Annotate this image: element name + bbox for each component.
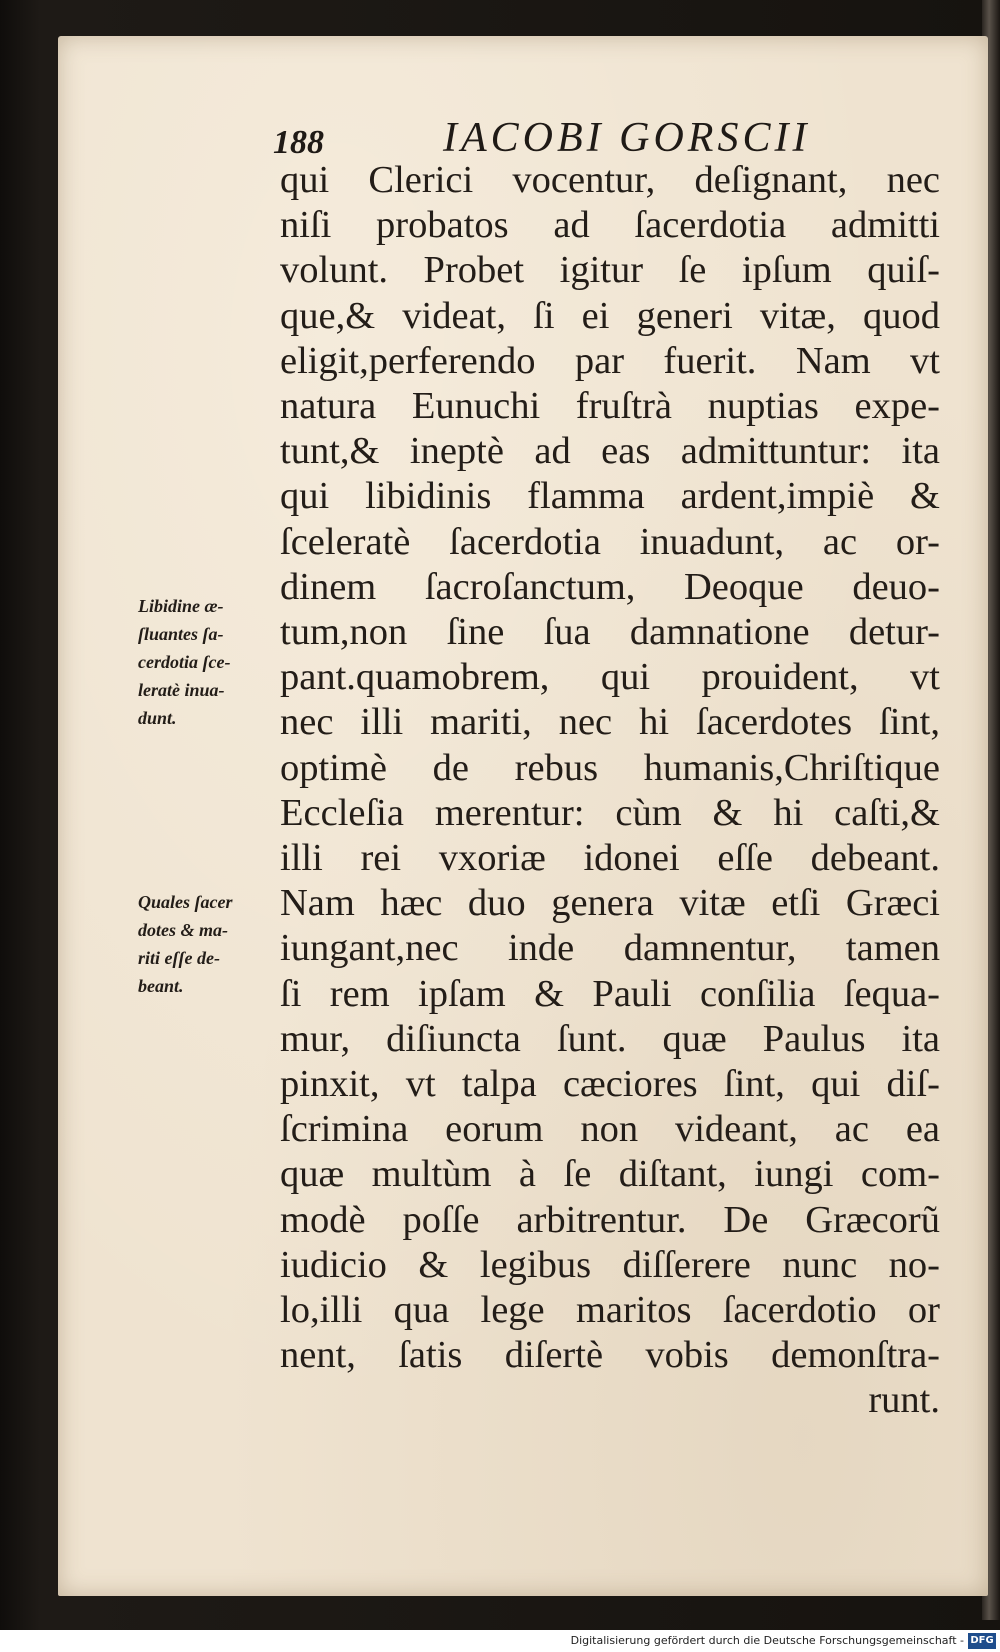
text-line: runt.: [868, 1379, 940, 1422]
text-line: nent, ſatis diſertè vobis demonſtra-: [280, 1334, 940, 1377]
text-line: quæ multùm à ſe diſtant, iungi com-: [280, 1153, 940, 1196]
marginal-note-line: dunt.: [138, 708, 177, 728]
text-line: qui Clerici vocentur, deſignant, nec: [280, 159, 940, 201]
text-line: Eccleſia merentur: cùm & hi caſti,&: [280, 791, 940, 834]
text-line: modè poſſe arbitrentur. De Græcorũ: [280, 1198, 940, 1241]
text-line: ſceleratè ſacerdotia inuadunt, ac or-: [280, 520, 940, 563]
text-line: lo,illi qua lege maritos ſacerdotio or: [280, 1289, 940, 1332]
text-line: que,& videat, ſi ei generi vitæ, quod: [280, 294, 940, 337]
text-line: eligit,perferendo par fuerit. Nam vt: [280, 339, 940, 382]
text-line: niſi probatos ad ſacerdotia admitti: [280, 204, 940, 247]
text-line: tum,non ſine ſua damnatione detur-: [280, 611, 940, 654]
text-line: volunt. Probet igitur ſe ipſum quiſ-: [280, 249, 940, 292]
text-line: qui libidinis flamma ardent,impiè &: [280, 475, 940, 518]
text-line: mur, diſiuncta ſunt. quæ Paulus ita: [280, 1017, 940, 1060]
marginal-note-line: riti eſſe de-: [138, 948, 220, 968]
text-line: ſi rem ipſam & Pauli conſilia ſequa-: [280, 972, 940, 1015]
text-line: iungant,nec inde damnentur, tamen: [280, 927, 940, 970]
marginal-note-line: leratè inua-: [138, 680, 225, 700]
marginal-note-line: ſluantes ſa-: [138, 624, 224, 644]
page-number: 188: [273, 124, 324, 161]
marginal-note: [138, 888, 276, 1000]
marginal-note: [138, 592, 276, 732]
marginal-note-line: Libidine æ-: [138, 596, 224, 616]
marginal-note-line: Quales ſacer: [138, 892, 233, 912]
text-line: nec illi mariti, nec hi ſacerdotes ſint,: [280, 701, 940, 744]
running-head: IACOBI GORSCII: [443, 115, 811, 161]
text-line: dinem ſacroſanctum, Deoque deuo-: [280, 565, 940, 608]
marginal-note-line: cerdotia ſce-: [138, 652, 231, 672]
text-line: Nam hæc duo genera vitæ etſi Græci: [280, 882, 940, 925]
marginal-note-line: dotes & ma-: [138, 920, 228, 940]
marginal-note-line: beant.: [138, 976, 184, 996]
book-page: [58, 36, 988, 1596]
text-line: illi rei vxoriæ idonei eſſe debeant.: [280, 837, 940, 880]
text-line: optimè de rebus humanis,Chriſtique: [280, 746, 940, 789]
text-line: ſcrimina eorum non videant, ac ea: [280, 1108, 940, 1151]
text-line: pant.quamobrem, qui prouident, vt: [280, 656, 940, 699]
funding-notice: Digitalisierung gefördert durch die Deutsche Forschungsgemeinschaft -: [570, 1634, 964, 1647]
text-line: tunt,& ineptè ad eas admittuntur: ita: [280, 430, 940, 473]
text-line: pinxit, vt talpa cæciores ſint, qui diſ-: [280, 1063, 940, 1106]
body-text: [280, 158, 940, 1424]
text-line: natura Eunuchi fruſtrà nuptias expe-: [280, 385, 940, 428]
dfg-logo: DFG: [968, 1633, 996, 1649]
digitization-footer: [0, 1630, 1000, 1652]
text-line: iudicio & legibus diſſerere nunc no-: [280, 1243, 940, 1286]
